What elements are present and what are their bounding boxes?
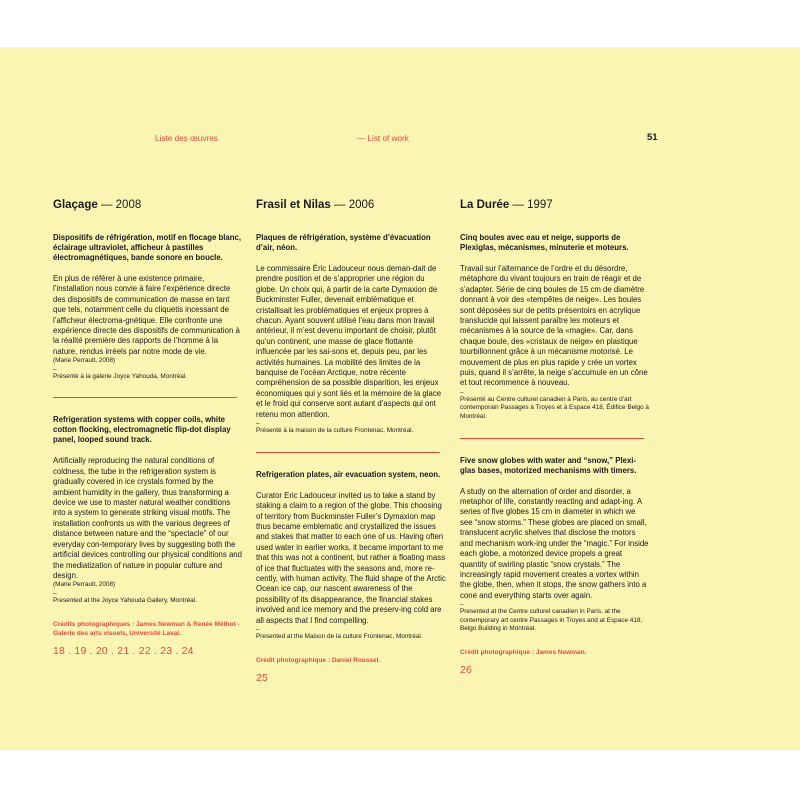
work-year: — 2008 — [100, 199, 142, 211]
french-description: En plus de référer à une existence primaire, l’installation nous convie à faire l’expérience directe des dispositifs de communication de masse en tant que tels, notamment celle du cliquetis incessant de l’afficheur électroma-gnétique. Elle confronte une expérience directe des dispositifs de communication à la réalité première des rapports de l’homme à la nature, rendus irréels par notre mode de vie. — [53, 274, 240, 356]
work-year: — 1997 — [512, 199, 553, 211]
french-citation: (Marie Perrault, 2008) — [53, 357, 116, 365]
dash-separator: – — [53, 365, 57, 373]
divider-rule — [460, 438, 644, 439]
work-title: La Durée — [460, 199, 510, 211]
page-references: 18 . 19 . 20 . 21 . 22 . 23 . 24 — [53, 644, 194, 657]
french-materials: Dispositifs de réfrigération, motif en flocage blanc, éclairage ultraviolet, afficheur à pastilles électromagnétiques, bande sonore en boucle. — [53, 233, 242, 262]
french-description: Le commissaire Éric Ladouceur nous deman-dait de prendre position et de s’approprier une région du globe. Un choix qui, à partir de la carte Dymaxion de Buckminster Fuller, devenait emblématique et cristallisait les problématiques et enjeux propres à chacun. Ayant souvent utilisé l’eau dans mon travail antérieur, il m’est devenu important de choisir, plutôt qu’un continent, une masse de glace flottante influencée par les sai-sons et, depuis peu, par les activités humaines. La mobilité des limites de la banquise de l’océan Arctique, notre récente compréhension de sa possible disparition, les enjeux économiques qui y sont liés et la mémoire de la glace et le froid qui conserve sont autant d’aspects qui ont retenu mon attention. — [256, 264, 442, 419]
photo-credit: Crédit photographique : Daniel Roussel. — [256, 656, 381, 664]
french-materials: Cinq boules avec eau et neige, supports de Plexiglas, mécanismes, minuterie et moteurs. — [460, 233, 629, 252]
english-exhibition: Presented at the Joyce Yahouda Gallery, Montréal. — [53, 596, 197, 604]
english-materials: Five snow globes with water and “snow,” Plexi-glas bases, motorized mechanisms with timers. — [460, 455, 637, 475]
photo-credit: Crédit photographique : James Newman. — [460, 648, 587, 656]
running-header-english: — List of work — [357, 134, 409, 143]
work-entry-la-duree — [460, 198, 650, 676]
dash-separator: – — [53, 589, 57, 597]
english-description: Artificially reproducing the natural conditions of coldness, the tube in the refrigeration system is gradually covered in ice crystals formed by the ambient humidity in the gallery, thus transforming a device we use to master natural weather conditions into a system to generate striking visual motifs. The installation confronts us with the various degrees of distance between nature and the “spectacle” of our everyday con-temporary lives by suggesting both the artificial devices controlling our physical conditions and the mediatization of nature in popular culture and design. — [53, 456, 242, 580]
dash-separator: – — [256, 420, 260, 428]
page-number: 51 — [647, 132, 658, 143]
work-entry-glacage — [53, 198, 243, 657]
french-materials: Plaques de réfrigération, système d’évacuation d’air, néon. — [256, 233, 431, 252]
work-title-line — [53, 198, 243, 212]
work-title-line — [256, 198, 446, 212]
photo-credit: Crédits photographiques : James Newman & Renée Méthot - Galerie des arts visuels, Université Laval. — [53, 620, 240, 637]
work-title: Frasil et Nilas — [256, 199, 331, 211]
english-exhibition: Presented at the Centre culturel canadien in Paris, at the contemporary art centre Passages in Troyes and at Espace 418, Belgo Building in Montréal. — [460, 608, 643, 633]
work-entry-frasil-et-nilas — [256, 198, 446, 684]
french-exhibition: Présenté à la maison de la culture Frontenac, Montréal. — [256, 427, 414, 435]
english-description: Curator Eric Ladouceur invited us to take a stand by staking a claim to a region of the globe. This choosing of territory from Buckminster Fuller’s Dymaxion map thus became emblematic and crystallized the issues and stakes that matter to each one of us. Having often used water in earlier works, it became important to me that this was not a continent, but rather a floating mass of ice that fluctuates with the seasons and, more re-cently, with human activity. The fluid shape of the Arctic Ocean ice cap, our nascent awareness of the possibility of its disappearance, the financial stakes involved and ice memory and the preserv-ing cold are all aspects that I find compelling. — [256, 490, 446, 625]
divider-rule — [256, 452, 440, 453]
english-materials: Refrigeration systems with copper coils, white cotton flocking, electromagnetic flip-dot display panel, looped sound track. — [53, 415, 231, 445]
page-references: 25 — [256, 671, 269, 684]
divider-rule — [53, 397, 237, 398]
english-exhibition: Presented at the Maison de la culture Frontenac, Montréal. — [256, 632, 423, 640]
dash-separator: – — [460, 601, 464, 609]
work-year: — 2006 — [334, 199, 375, 211]
work-title: Glaçage — [53, 199, 98, 211]
running-header-french: Liste des œuvres — [155, 134, 218, 143]
french-exhibition: Présenté à la galerie Joyce Yahouda, Montréal. — [53, 372, 188, 380]
french-description: Travail sur l’alternance de l’ordre et du désordre, métaphore du vivant toujours en train de réagir et de s’adapter. Série de cinq boules de 15 cm de diamètre donnant à voir des «tempêtes de neige». Les boules sont déposées sur de petits présentoirs en acrylique translucide qui laissent paraître les moteurs et mécanismes à la source de la «magie». Car, dans chaque boule, des «cristaux de neige» en plastique tourbillonnent grâce à un mécanisme motorisé. Le mouvement de plus en plus rapide y crée un vortex puis, quand il s’arrête, la neige s’accumule en un cône et tout recommence à nouveau. — [460, 264, 648, 388]
dash-separator: – — [460, 388, 464, 396]
french-exhibition: Présenté au Centre culturel canadien à Paris, au centre d’art contemporain Passages à Troyes et à Espace 418, Édifice Belgo à Montréal. — [460, 395, 649, 421]
page-references: 26 — [460, 663, 473, 676]
english-description: A study on the alternation of order and disorder, a metaphor of life, constantly reacting and adapt-ing. A series of five globes 15 cm in diameter in which we see “snow storms.” These globes are placed on small, translucent acrylic shelves that disclose the motors and mechanism work-ing under the “magic.” For inside each globe, a motorized device propels a great quantity of swirling plastic “snow crystals.” The increasingly rapid movement creates a vortex within the globe, then, when it stops, the snow gathers into a cone and everything starts over again. — [460, 486, 649, 600]
catalog-page — [0, 47, 800, 750]
english-citation: (Marie Perrault, 2008) — [53, 581, 116, 589]
work-title-line — [460, 198, 650, 212]
english-materials: Refrigeration plates, air evacuation system, neon. — [256, 469, 441, 479]
dash-separator: – — [256, 625, 260, 633]
